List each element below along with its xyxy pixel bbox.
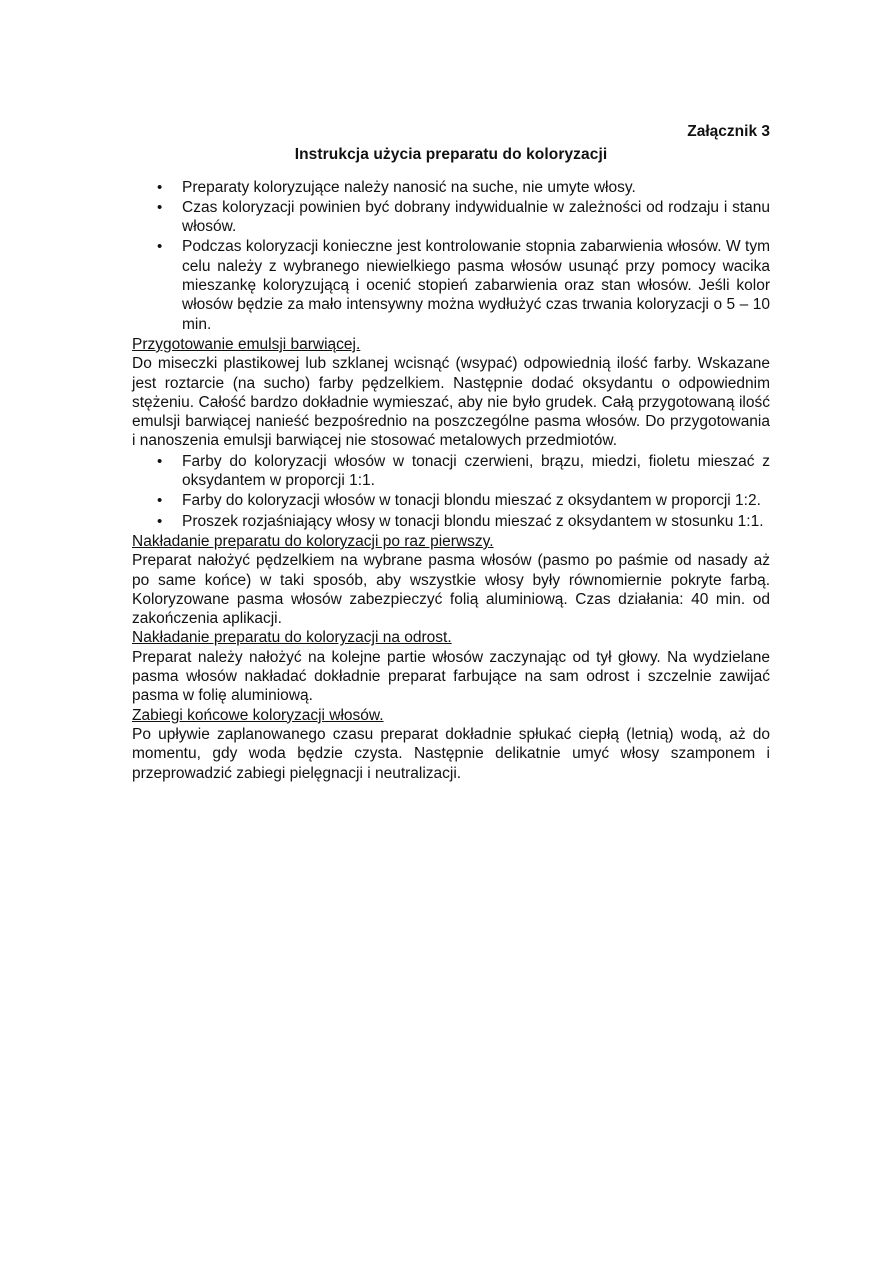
list-item: • Podczas koloryzacji konieczne jest kontrolowanie stopnia zabarwienia włosów. W tym celu należy z wybranego niewielkiego pasma włosów usunąć przy pomocy wacika mieszankę koloryzującą i ocenić stopień zabarwienia oraz stan włosów. Jeśli kolor włosów będzie za mało intensywny można wydłużyć czas trwania koloryzacji o 5 – 10 min.	[182, 237, 770, 333]
section-heading-final: Zabiegi końcowe koloryzacji włosów.	[132, 706, 384, 724]
list-item: • Proszek rozjaśniający włosy w tonacji blondu mieszać z oksydantem w stosunku 1:1.	[182, 512, 770, 531]
list-item: • Preparaty koloryzujące należy nanosić na suche, nie umyte włosy.	[182, 178, 770, 197]
mixing-bullet-list	[132, 452, 770, 531]
list-item: • Czas koloryzacji powinien być dobrany indywidualnie w zależności od rodzaju i stanu włosów.	[182, 198, 770, 237]
list-item: • Farby do koloryzacji włosów w tonacji czerwieni, brązu, miedzi, fioletu mieszać z oksydantem w proporcji 1:1.	[182, 452, 770, 491]
document-title: Instrukcja użycia preparatu do koloryzacji	[294, 146, 608, 164]
section-text-regrowth: Preparat należy nałożyć na kolejne partie włosów zaczynając od tył głowy. Na wydzielane pasma włosów nakładać dokładnie preparat farbujące na sam odrost i szczelnie zawijać pasma w folię aluminiową.	[132, 648, 770, 705]
section-text-first-time: Preparat nałożyć pędzelkiem na wybrane pasma włosów (pasmo po paśmie od nasady aż po same końce) w taki sposób, aby wszystkie włosy były równomiernie pokryte farbą. Koloryzowane pasma włosów zabezpieczyć folią aluminiową. Czas działania: 40 min. od zakończenia aplikacji.	[132, 552, 770, 628]
section-text-emulsion: Do miseczki plastikowej lub szklanej wcisnąć (wsypać) odpowiednią ilość farby. Wskazane jest roztarcie (na sucho) farby pędzelkiem. Następnie dodać oksydantu o odpowiednim stężeniu. Całość bardzo dokładnie wymieszać, aby nie było grudek. Całą przygotowaną ilość emulsji barwiącej nanieść bezpośrednio na poszczególne pasma włosów. Do przygotowania i nanoszenia emulsji barwiącej nie stosować metalowych przedmiotów.	[132, 355, 770, 450]
intro-bullet-list	[132, 178, 770, 334]
section-heading-first-time: Nakładanie preparatu do koloryzacji po raz pierwszy.	[132, 532, 494, 550]
document-page	[132, 122, 770, 783]
section-text-final: Po upływie zaplanowanego czasu preparat dokładnie spłukać ciepłą (letnią) wodą, aż do momentu, gdy woda będzie czysta. Następnie delikatnie umyć włosy szamponem i przeprowadzić zabiegi pielęgnacji i neutralizacji.	[132, 725, 770, 782]
list-item: • Farby do koloryzacji włosów w tonacji blondu mieszać z oksydantem w proporcji 1:2.	[182, 491, 770, 510]
annex-label: Załącznik 3	[687, 123, 770, 140]
section-heading-regrowth: Nakładanie preparatu do koloryzacji na odrost.	[132, 629, 452, 647]
section-heading-emulsion: Przygotowanie emulsji barwiącej.	[132, 335, 361, 353]
